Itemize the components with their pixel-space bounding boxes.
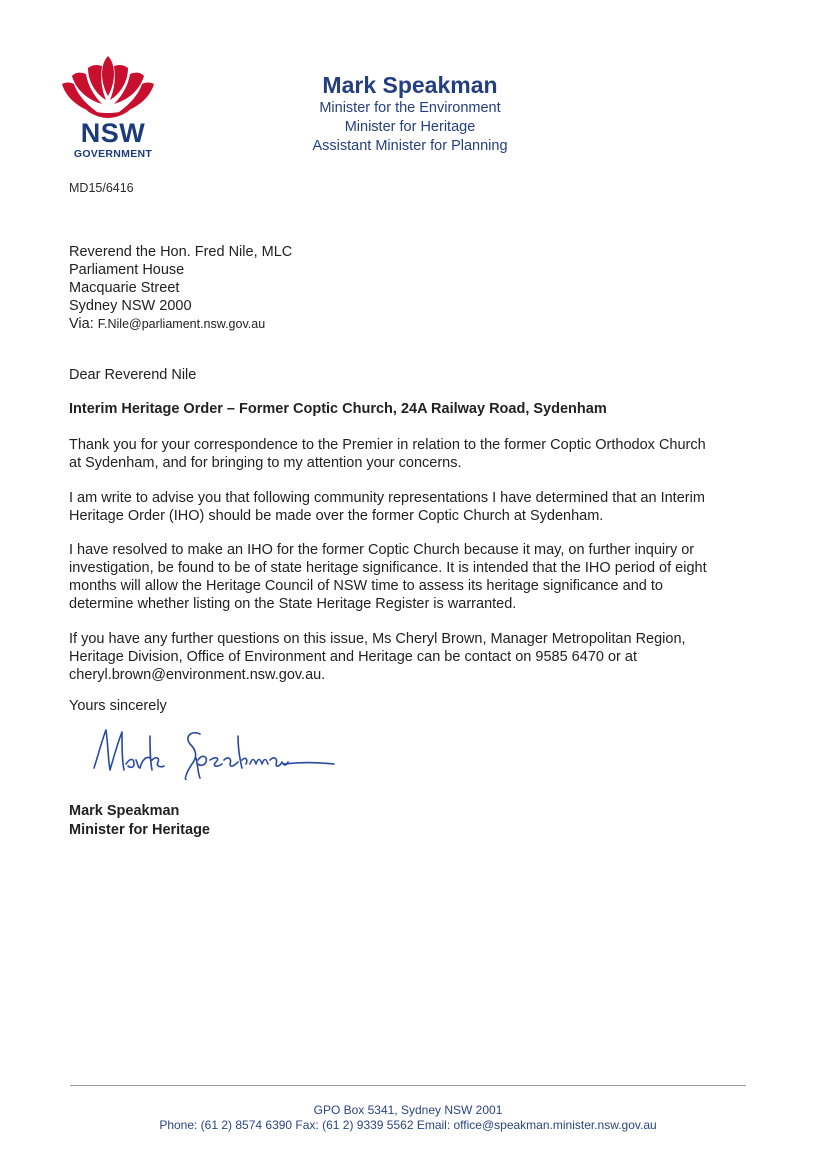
subject-line: Interim Heritage Order – Former Coptic Church, 24A Railway Road, Sydenham bbox=[69, 401, 607, 417]
recipient-address-line: Parliament House bbox=[69, 262, 185, 278]
paragraph-line: determine whether listing on the State Heritage Register is warranted. bbox=[69, 596, 517, 612]
logo-government-wordmark: GOVERNMENT bbox=[73, 148, 153, 160]
signatory-name: Mark Speakman bbox=[69, 803, 180, 819]
recipient-address bbox=[69, 243, 292, 333]
body-paragraph-4 bbox=[69, 630, 749, 684]
letterhead bbox=[250, 71, 570, 156]
nsw-government-logo bbox=[56, 54, 160, 162]
paragraph-line: Heritage Division, Office of Environment and Heritage can be contact on 9585 6470 or at bbox=[69, 649, 637, 665]
footer bbox=[70, 1103, 746, 1133]
recipient-address-line: Macquarie Street bbox=[69, 280, 180, 296]
waratah-flower-icon bbox=[56, 54, 160, 120]
logo-nsw-wordmark: NSW bbox=[80, 118, 146, 148]
reference-number: MD15/6416 bbox=[69, 181, 134, 195]
signatory-block bbox=[69, 802, 210, 840]
paragraph-line: I am write to advise you that following community representations I have determined that an Interim bbox=[69, 490, 705, 506]
paragraph-line: Thank you for your correspondence to the Premier in relation to the former Coptic Orthodox Church bbox=[69, 437, 706, 453]
recipient-name: Reverend the Hon. Fred Nile, MLC bbox=[69, 244, 293, 260]
signatory-title: Minister for Heritage bbox=[69, 822, 210, 838]
paragraph-line: I have resolved to make an IHO for the former Coptic Church because it may, on further inquiry or bbox=[69, 542, 695, 558]
body-paragraph-2 bbox=[69, 489, 749, 525]
footer-divider bbox=[70, 1085, 746, 1086]
paragraph-line: months will allow the Heritage Council of NSW time to assess its heritage significance and to bbox=[69, 578, 663, 594]
via-email: F.Nile@parliament.nsw.gov.au bbox=[97, 317, 266, 331]
paragraph-line: Heritage Order (IHO) should be made over the former Coptic Church at Sydenham. bbox=[69, 508, 604, 524]
minister-role-planning: Assistant Minister for Planning bbox=[312, 138, 508, 154]
handwritten-signature bbox=[88, 720, 338, 785]
recipient-address-line: Sydney NSW 2000 bbox=[69, 298, 192, 314]
paragraph-line: cheryl.brown@environment.nsw.gov.au. bbox=[69, 667, 326, 683]
paragraph-line: If you have any further questions on this issue, Ms Cheryl Brown, Manager Metropolitan Region, bbox=[69, 631, 686, 647]
signature-icon bbox=[88, 720, 338, 780]
minister-role-environment: Minister for the Environment bbox=[319, 100, 501, 116]
paragraph-line: at Sydenham, and for bringing to my attention your concerns. bbox=[69, 455, 462, 471]
footer-address: GPO Box 5341, Sydney NSW 2001 bbox=[313, 1103, 503, 1117]
salutation: Dear Reverend Nile bbox=[69, 367, 197, 383]
minister-name: Mark Speakman bbox=[322, 72, 498, 98]
body-paragraph-3 bbox=[69, 541, 749, 613]
recipient-via-line bbox=[69, 315, 292, 333]
minister-role-heritage: Minister for Heritage bbox=[344, 119, 476, 135]
via-label: Via: bbox=[69, 316, 94, 332]
footer-contact: Phone: (61 2) 8574 6390 Fax: (61 2) 9339 5562 Email: office@speakman.minister.nsw.gov.au bbox=[159, 1118, 657, 1132]
body-paragraph-1 bbox=[69, 436, 749, 472]
closing: Yours sincerely bbox=[69, 698, 167, 714]
paragraph-line: investigation, be found to be of state heritage significance. It is intended that the IHO period of eight bbox=[69, 560, 707, 576]
